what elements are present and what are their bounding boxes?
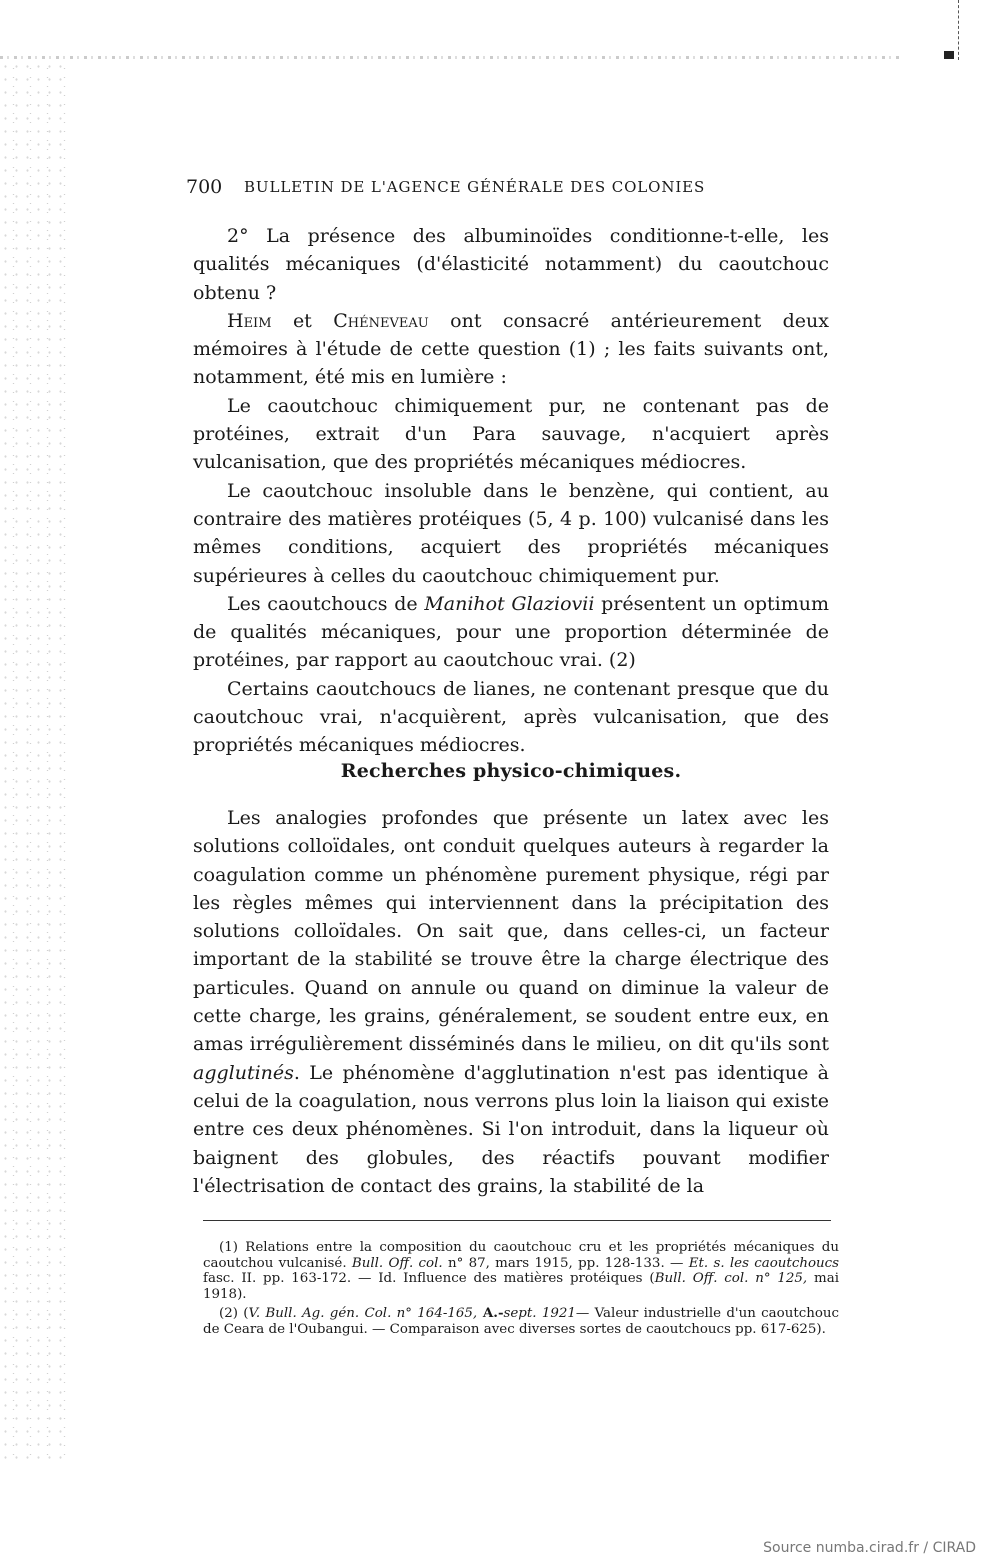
section-heading: Recherches physico-chimiques.	[340, 760, 682, 782]
section-albuminoids	[193, 222, 829, 760]
author-heim: Heim	[227, 309, 272, 332]
species-name: Manihot Glaziovii	[424, 592, 595, 615]
paragraph-insoluble-rubber: Le caoutchouc insoluble dans le benzène, qui contient, au contraire des matières protéiques (5, 4 p. 100) vulcanisé dans les mêmes conditions, acquiert des propriétés mécaniques supérieures à celles du caoutchouc chimiquement pur.	[193, 479, 829, 587]
paragraph-manihot: Les caoutchoucs de Manihot Glaziovii présentent un optimum de qualités mécaniques, pour une proportion déterminée de protéines, par rapport au caoutchouc vrai. (2)	[193, 592, 829, 672]
section-physico-chemical	[193, 804, 829, 1200]
page-number: 700	[186, 176, 223, 198]
paragraph-heim-cheneveau: Heim et Chéneveau ont consacré antérieurement deux mémoires à l'étude de cette question (1) ; les faits suivants ont, notamment, été mis en lumière :	[193, 309, 830, 389]
footnote-2: (2) (V. Bull. Ag. gén. Col. n° 164-165, A.-sept. 1921— Valeur industrielle d'un caoutchouc de Ceara de l'Oubangui. — Comparaison avec diverses sortes de caoutchoucs pp. 617-625).	[203, 1305, 840, 1337]
paragraph-lianes: Certains caoutchoucs de lianes, ne contenant presque que du caoutchouc vrai, n'acquièrent, après vulcanisation, que des propriétés mécaniques médiocres.	[193, 677, 829, 757]
running-head	[186, 176, 836, 204]
source-credit: Source numba.cirad.fr / CIRAD	[763, 1540, 976, 1556]
footnotes	[203, 1240, 839, 1342]
scan-noise-left-margin	[0, 60, 70, 1460]
scan-noise-top	[0, 56, 900, 59]
italic-term: agglutinés	[193, 1061, 294, 1084]
footnote-divider	[203, 1220, 831, 1221]
paragraph-colloids: Les analogies profondes que présente un latex avec les solutions colloïdales, ont conduit quelques auteurs à regarder la coagulation comme un phénomène purement physique, régi par les règles mêmes qui interviennent dans la précipitation des solutions colloïdales. On sait que, dans celles-ci, un facteur important de la stabilité se trouve être la charge électrique des particules. Quand on annule ou quand on diminue la valeur de cette charge, les grains, généralement, se soudent entre eux, en amas irrégulièrement disséminés dans le milieu, on dit qu'ils sont agglutinés. Le phénomène d'agglutination n'est pas identique à celui de la coagulation, nous verrons plus loin la liaison qui existe entre ces deux phénomènes. Si l'on introduit, dans la liqueur où baignent des globules, des réactifs pouvant modifier l'électrisation de contact des grains, la stabilité de la	[193, 807, 829, 1197]
scan-mark-right	[958, 0, 960, 60]
paragraph-pure-rubber: Le caoutchouc chimiquement pur, ne contenant pas de protéines, extrait d'un Para sauvage, n'acquiert après vulcanisation, que des propriétés mécaniques médiocres.	[193, 394, 829, 474]
running-head-title: BULLETIN DE L'AGENCE GÉNÉRALE DES COLONIES	[244, 178, 706, 196]
footnote-1: (1) Relations entre la composition du caoutchouc cru et les propriétés mécaniques du caoutchou vulcanisé. Bull. Off. col. n° 87, mars 1915, pp. 128-133. — Et. s. les caoutchoucs fasc. II. pp. 163-172. — Id. Influence des matières protéiques (Bull. Off. col. n° 125, mai 1918).	[203, 1240, 839, 1302]
author-cheneveau: Chéneveau	[333, 309, 429, 332]
scan-blot	[944, 51, 954, 59]
paragraph-question: 2° La présence des albuminoïdes conditionne-t-elle, les qualités mécaniques (d'élasticité notamment) du caoutchouc obtenu ?	[193, 225, 829, 304]
